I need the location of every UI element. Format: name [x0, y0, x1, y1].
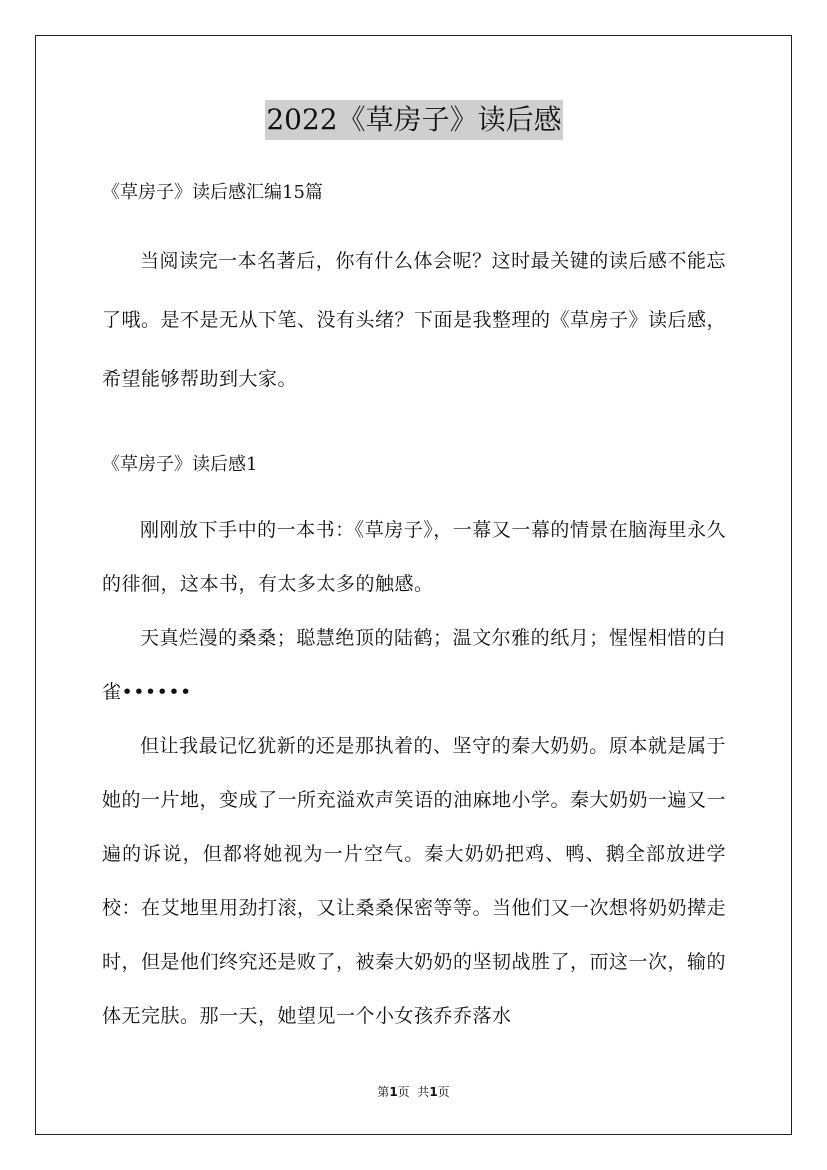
section-heading: 《草房子》读后感1 — [102, 454, 258, 475]
footer-page-suffix: 页 — [437, 1085, 450, 1099]
title-container — [102, 100, 726, 140]
footer-page-current: 1 — [389, 1085, 398, 1099]
document-subtitle: 《草房子》读后感汇编15篇 — [102, 182, 323, 203]
footer-page-total: 1 — [429, 1085, 438, 1099]
body-paragraph-1: 刚刚放下手中的一本书：《草房子》，一幕又一幕的情景在脑海里永久的徘徊，这本书，有太多太多的触感。 — [102, 519, 726, 595]
page-footer — [0, 1082, 827, 1102]
body-paragraph-3: 但让我最记忆犹新的还是那执着的、坚守的秦大奶奶。原本就是属于她的一片地，变成了一所充溢欢声笑语的油麻地小学。秦大奶奶一遍又一遍的诉说，但都将她视为一片空气。秦大奶奶把鸡、鸭、鹅全部放进学校：在艾地里用劲打滚，又让桑桑保密等等。当他们又一次想将奶奶撵走时，但是他们终究还是败了，被秦大奶奶的坚韧战胜了，而这一次，输的体无完肤。那一天，她望见一个小女孩乔乔落水 — [102, 735, 727, 1027]
document-title[interactable]: 2022《草房子》读后感 — [265, 100, 562, 140]
footer-page-mid: 页 共 — [397, 1085, 430, 1099]
body-paragraph-2: 天真烂漫的桑桑；聪慧绝顶的陆鹤；温文尔雅的纸月；惺惺相惜的白雀•••••• — [102, 627, 726, 703]
footer-page-prefix: 第 — [377, 1085, 390, 1099]
intro-paragraph: 当阅读完一本名著后，你有什么体会呢？这时最关键的读后感不能忘了哦。是不是无从下笔、没有头绪？下面是我整理的《草房子》读后感，希望能够帮助到大家。 — [102, 250, 727, 390]
